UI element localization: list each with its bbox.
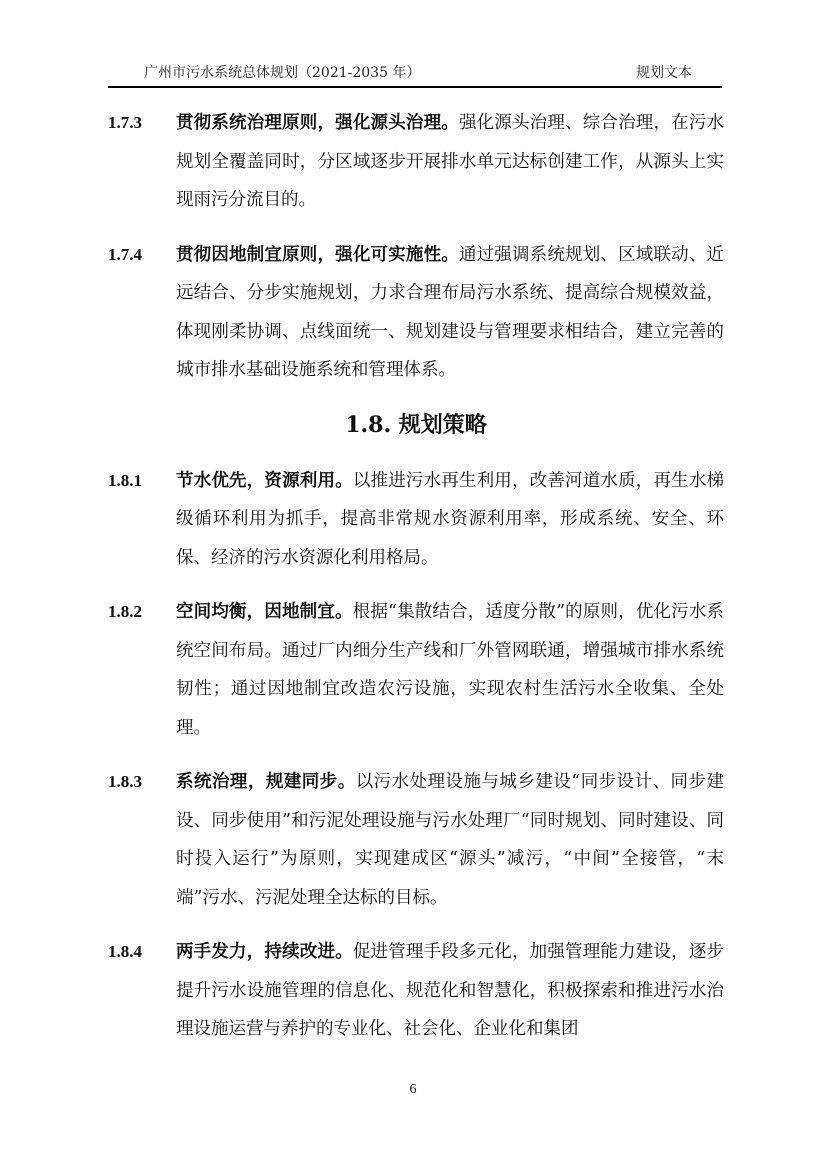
- clause-number: 1.8.4: [108, 942, 142, 961]
- clause-body: 以推进污水再生利用，改善河道水质，再生水梯级循环利用为抓手，提高非常规水资源利用率，形成系统、安全、环保、经济的污水资源化利用格局。: [176, 470, 725, 568]
- header-divider: [108, 86, 722, 88]
- clause-body: 以污水处理设施与城乡建设“同步设计、同步建设、同步使用”和污泥处理设施与污水处理厂“同时规划、同时建设、同时投入运行”为原则，实现建成区“源头”减污，“中间”全接管，“末端”污水、污泥处理全达标的目标。: [176, 772, 724, 908]
- clause-body: 根据“集散结合，适度分散”的原则，优化污水系统空间布局。通过厂内细分生产线和厂外管网联通，增强城市排水系统韧性；通过因地制宜改造农污设施，实现农村生活污水全收集、全处理。: [176, 602, 724, 738]
- section-heading: 1.8. 规划策略: [345, 411, 487, 438]
- clause-number: 1.8.2: [108, 602, 142, 621]
- clause-lead: 系统治理，规建同步。: [176, 772, 356, 792]
- clause-body: 促进管理手段多元化，加强管理能力建设，逐步提升污水设施管理的信息化、规范化和智慧化，积极探索和推进污水治理设施运营与养护的专业化、社会化、企业化和集团: [176, 942, 725, 1039]
- clause-lead: 空间均衡，因地制宜。: [176, 602, 353, 622]
- clause-lead: 贯彻因地制宜原则，强化可实施性。: [176, 244, 459, 265]
- clause-1-7-4: [108, 236, 724, 390]
- clause-number: 1.8.1: [108, 470, 142, 490]
- clause-1-8-1: [108, 462, 724, 578]
- page-number: 6: [409, 1082, 417, 1097]
- clause-1-8-4: [108, 933, 724, 1049]
- clause-lead: 节水优先，资源利用。: [176, 470, 353, 491]
- clause-number: 1.7.4: [108, 244, 142, 264]
- clause-number: 1.7.3: [108, 113, 142, 132]
- document-title: 广州市污水系统总体规划（2021-2035 年）: [144, 65, 421, 81]
- clause-body: 强化源头治理、综合治理，在污水规划全覆盖同时，分区域逐步开展排水单元达标创建工作，从源头上实现雨污分流目的。: [176, 113, 725, 210]
- clause-body: 通过强调系统规划、区域联动、近远结合、分步实施规划，力求合理布局污水系统、提高综合规模效益，体现刚柔协调、点线面统一、规划建设与管理要求相结合，建立完善的城市排水基础设施系统和管理体系。: [176, 244, 725, 380]
- clause-1-8-2: [108, 593, 724, 747]
- clause-lead: 两手发力，持续改进。: [176, 942, 353, 962]
- page-body: [108, 104, 724, 1065]
- document-type-label: 规划文本: [636, 65, 692, 81]
- clause-1-7-3: [108, 104, 724, 220]
- clause-number: 1.8.3: [108, 772, 142, 791]
- clause-lead: 贯彻系统治理原则，强化源头治理。: [176, 113, 459, 133]
- clause-1-8-3: [108, 763, 724, 917]
- page-header: [108, 62, 722, 84]
